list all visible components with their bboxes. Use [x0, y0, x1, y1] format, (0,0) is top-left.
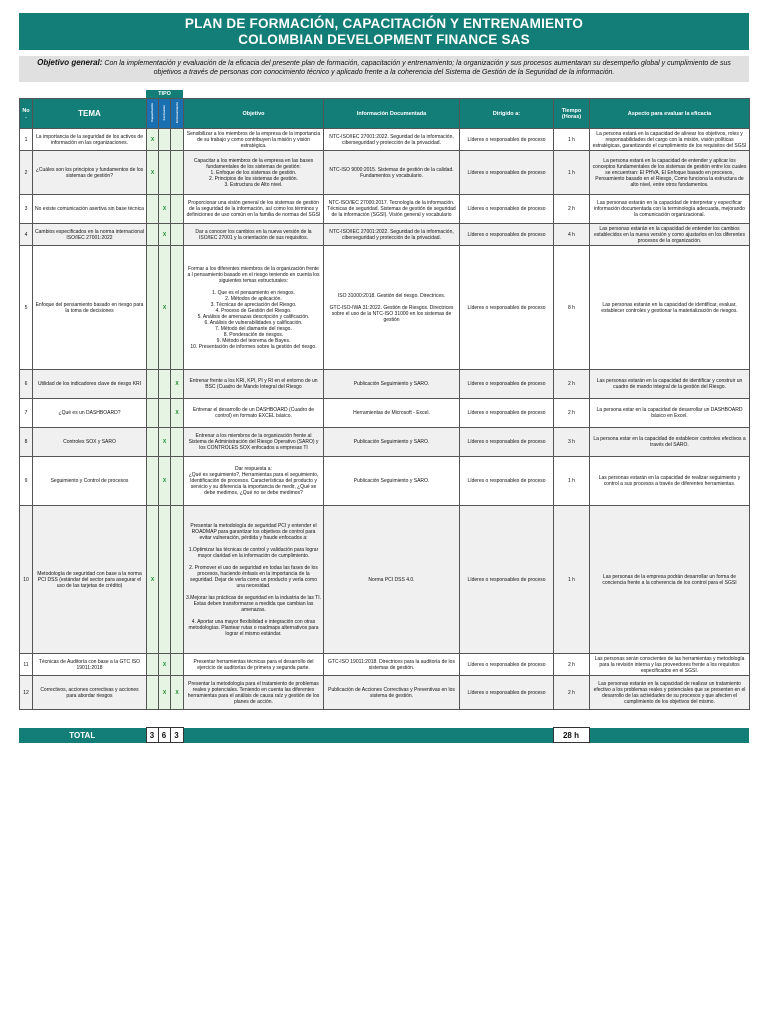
- row-number: 2: [20, 151, 33, 195]
- row-aspecto: La persona estará en la capacidad de alinear los objetivos, roles y responsabilidades del cargo con la misión, visión políticas estratégicas, garantizando el cumplimiento de los requisitos del SGSI: [590, 129, 750, 151]
- row-tipo-formacion: X: [159, 654, 171, 676]
- row-tipo-capacitacion: [147, 195, 159, 224]
- row-tipo-capacitacion: [147, 457, 159, 506]
- row-dirigido: Líderes o responsables de proceso: [460, 224, 554, 246]
- header-dirigido: Dirigido a:: [460, 99, 554, 129]
- row-dirigido: Líderes o responsables de proceso: [460, 428, 554, 457]
- row-tema: Controles SOX y SARO: [33, 428, 147, 457]
- objective-text: Con la implementación y evaluación de la eficacia del presente plan de formación, capacitación y entrenamiento; la organización y sus procesos aumentaran su desempeño global y cumplimiento de sus objetivos a través de personas con conocimiento técnico y aplicado frente a la coherencia del Sistema de Gestión de la Seguridad de la información.: [104, 60, 731, 76]
- header-aspecto: Aspecto para evaluar la eficacia: [590, 99, 750, 129]
- row-tema: Utilidad de los indicadores clave de riesgo KRI: [33, 370, 147, 399]
- row-objetivo: Sensibilizar a los miembros de la empresa de la importancia de su trabajo y como contribuyen la misión y visión estratégica.: [184, 129, 324, 151]
- row-objetivo: Formar a los diferentes miembros de la organización frente a l pensamiento basado en el riesgo teniendo en cuenta los siguientes temas estructurales: 1. Que es el pensamiento en riesgos. 2. Métodos de aplicación. 3. Técnicas de apreciación del Riesgo. 4. Proceso de Gestión del Riesgo. 5. Análisis de amenazas descripción y calificación. 6. Análisis de vulnerabilidades y calificación. 7. Método del diamante del riesgo. 8. Ponderación de riesgos. 9. Método del teorema de Bayes. 10. Presentación de informes sobre la gestión del riesgo.: [184, 246, 324, 370]
- table-row: [20, 195, 750, 224]
- table-row: [20, 506, 750, 654]
- row-tema: ¿Cuáles son los principios y fundamentos de los sistemas de gestión?: [33, 151, 147, 195]
- row-aspecto: La persona estar en la capacidad de establecer controles efectivos a través del SARO.: [590, 428, 750, 457]
- header-tiempo: Tiempo (Horas): [554, 99, 590, 129]
- row-tipo-formacion: [159, 370, 171, 399]
- total-hours: 28 h: [553, 728, 589, 743]
- row-tema: No existe comunicación asertiva sin base técnica: [33, 195, 147, 224]
- total-entrenamiento: 3: [170, 728, 183, 743]
- row-aspecto: La persona estará en la capacidad de entender y aplicar los conceptos fundamentales de los sistemas de gestión entre los cuales se encuentran: El PHVA, El Enfoque basado en procesos, Pensamiento basado en el Riesgo, Como funciona la estructura de alto nivel, entre otros fundamentos.: [590, 151, 750, 195]
- row-tipo-entrenamiento: [171, 129, 184, 151]
- row-tiempo: 2 h: [554, 676, 590, 710]
- row-objetivo: Dar respuesta a: ¿Qué es seguimiento?, Herramientas para el seguimiento, Identificación de procesos. Características del producto y servicio y su diferencia la importancia de medir, ¿Qué se debe medimos, ¿Qué no se debe medimos?: [184, 457, 324, 506]
- row-tipo-entrenamiento: X: [171, 676, 184, 710]
- row-tiempo: 2 h: [554, 654, 590, 676]
- row-tiempo: 3 h: [554, 428, 590, 457]
- row-aspecto: Las personas serán conscientes de las herramientas y metodología para la revisión interna y las proveedores frente a los requisitos especificados en el SGSI.: [590, 654, 750, 676]
- total-formacion: 6: [158, 728, 170, 743]
- row-tipo-entrenamiento: [171, 506, 184, 654]
- row-tipo-formacion: [159, 129, 171, 151]
- row-informacion: Norma PCI DSS 4.0.: [324, 506, 460, 654]
- row-tipo-capacitacion: [147, 246, 159, 370]
- row-tipo-entrenamiento: [171, 246, 184, 370]
- row-tiempo: 2 h: [554, 195, 590, 224]
- tipo-header: TIPO: [146, 90, 183, 99]
- row-tipo-entrenamiento: [171, 195, 184, 224]
- training-plan-table: [19, 98, 750, 710]
- row-aspecto: La persona estar en la capacidad de desarrollar un DASHBOARD básico en Excel.: [590, 399, 750, 428]
- row-tipo-capacitacion: X: [147, 129, 159, 151]
- row-tema: La importancia de la seguridad de los activos de información en las organizaciones.: [33, 129, 147, 151]
- total-label: TOTAL: [19, 728, 146, 743]
- general-objective: [19, 56, 749, 82]
- row-tipo-formacion: X: [159, 676, 171, 710]
- row-dirigido: Líderes o responsables de proceso: [460, 654, 554, 676]
- row-informacion: Publicación de Acciones Correctivas y Preventivas en los sistema de gestión.: [324, 676, 460, 710]
- row-tipo-formacion: [159, 151, 171, 195]
- row-tipo-entrenamiento: [171, 654, 184, 676]
- row-tiempo: 1 h: [554, 457, 590, 506]
- header-objetivo: Objetivo: [184, 99, 324, 129]
- row-dirigido: Líderes o responsables de proceso: [460, 195, 554, 224]
- row-number: 11: [20, 654, 33, 676]
- row-tiempo: 1 h: [554, 151, 590, 195]
- total-capacitacion: 3: [146, 728, 158, 743]
- row-tema: Enfoque del pensamiento basado en riesgo para la toma de decisiones: [33, 246, 147, 370]
- row-objetivo: Dar a conocer los cambios en la nueva versión de la ISO/IEC 27001 y la orientación de sus requisitos.: [184, 224, 324, 246]
- row-dirigido: Líderes o responsables de proceso: [460, 151, 554, 195]
- row-number: 8: [20, 428, 33, 457]
- row-tema: Técnicas de Auditoría con base a la GTC ISO 19011:2018: [33, 654, 147, 676]
- table-row: [20, 370, 750, 399]
- row-number: 1: [20, 129, 33, 151]
- row-aspecto: Las personas estarán en la capacidad de realizar seguimiento y control a sus procesos a través de diferentes herramientas.: [590, 457, 750, 506]
- total-spacer-end: [589, 728, 749, 743]
- table-row: [20, 151, 750, 195]
- header-tipo-formacion: Formación: [159, 99, 171, 129]
- row-informacion: NTC-ISO/IEC 27000:2017. Tecnología de la información. Técnicas de seguridad. Sistemas de gestión de seguridad de la información (SGSI). Visión general y vocabulario: [324, 195, 460, 224]
- objective-label: Objetivo general:: [37, 58, 103, 67]
- row-aspecto: Las personas estarán en la capacidad de interpretar y especificar información documentada con la terminología adecuada, mejorando la comunicación organizacional.: [590, 195, 750, 224]
- row-dirigido: Líderes o responsables de proceso: [460, 506, 554, 654]
- row-tipo-capacitacion: [147, 370, 159, 399]
- row-informacion: Publicación Seguimiento y SARO.: [324, 457, 460, 506]
- row-tipo-capacitacion: [147, 224, 159, 246]
- row-tipo-entrenamiento: X: [171, 370, 184, 399]
- row-objetivo: Presentar herramientas técnicas para el desarrollo del ejercicio de auditorías de primera y segunda parte.: [184, 654, 324, 676]
- row-tipo-entrenamiento: [171, 457, 184, 506]
- row-tema: Correctivos, acciones correctivas y acciones para abordar riesgos: [33, 676, 147, 710]
- row-dirigido: Líderes o responsables de proceso: [460, 246, 554, 370]
- row-aspecto: Las personas estarán en la capacidad de identificar, evaluar, establecer controles y gestionar la materialización de riesgos.: [590, 246, 750, 370]
- row-dirigido: Líderes o responsables de proceso: [460, 399, 554, 428]
- row-objetivo: Entrenar frente a los KRI, KPI, PI y RI en el entorno de un BSC (Cuadro de Mando Integral del Riesgo: [184, 370, 324, 399]
- total-row: [19, 727, 749, 743]
- table-row: [20, 676, 750, 710]
- header-tipo-capacitacion: Capacitación: [147, 99, 159, 129]
- row-aspecto: Las personas estarán en la capacidad de entender los cambios establecidos en la nueva versión y como ajustarlos en los diferentes procesos de la organización.: [590, 224, 750, 246]
- row-tema: Metodología de seguridad con base a la norma PCI DSS (estándar del sector para asegurar el uso de las tarjetas de crédito): [33, 506, 147, 654]
- row-tipo-capacitacion: X: [147, 506, 159, 654]
- row-number: 5: [20, 246, 33, 370]
- header-tipo-entrenamiento: Entrenamiento: [171, 99, 184, 129]
- table-row: [20, 246, 750, 370]
- row-dirigido: Líderes o responsables de proceso: [460, 676, 554, 710]
- row-number: 7: [20, 399, 33, 428]
- row-tipo-entrenamiento: [171, 428, 184, 457]
- table-row: [20, 654, 750, 676]
- row-informacion: Herramientas de Microsoft - Excel.: [324, 399, 460, 428]
- row-informacion: NTC-ISO/IEC 27001:2022. Seguridad de la información, ciberseguridad y protección de la privacidad.: [324, 224, 460, 246]
- row-informacion: NTC-ISO 9000:2015. Sistemas de gestión de la calidad. Fundamentos y vocabulario.: [324, 151, 460, 195]
- total-spacer: [183, 728, 553, 743]
- row-tiempo: 4 h: [554, 224, 590, 246]
- row-objetivo: Capacitar a los miembros de la empresa en las bases fundamentales de los sistemas de gestión: 1. Enfoque de los sistemas de gestión. 2. Principios de los sistemas de gestión. 3. Estructura de Alto nivel.: [184, 151, 324, 195]
- row-informacion: ISO 31000:2018. Gestión del riesgo. Directrices. GTC-ISO-IWA 31:2022. Gestión de Riesgos. Directrices sobre el uso de la NTC-ISO 31000 en los sistemas de gestión: [324, 246, 460, 370]
- row-tiempo: 1 h: [554, 506, 590, 654]
- row-informacion: Publicación Seguimiento y SARO.: [324, 428, 460, 457]
- document-title-bar: [19, 13, 749, 50]
- table-row: [20, 224, 750, 246]
- row-objetivo: Presentar la metodología de seguridad PCI y entender el ROADMAP para garantizar los objetivos de control para evitar vulneración, pérdida y fraude enfocados a: 1.Optimizar las técnicas de control y validación para lograr mayor claridad en la información de cumplimiento. 2. Promover el uso de seguridad en todas las fases de los procesos, haciendo énfasis en la importancia de la seguridad. Dejar de verla como un producto y verla como una necesidad. 3.Mejorar las prácticas de seguridad en la industria de las TI. Estas deben transformarse a medida que cambian las amenazas. 4. Aportar una mayor flexibilidad e integración con otras metodologías. Plantear rutas o roadmaps alternativos para lograr el mismo estándar.: [184, 506, 324, 654]
- table-header-row: [20, 99, 750, 129]
- table-row: [20, 457, 750, 506]
- row-number: 10: [20, 506, 33, 654]
- row-tipo-capacitacion: [147, 654, 159, 676]
- row-tipo-formacion: [159, 506, 171, 654]
- header-no: No.: [20, 99, 33, 129]
- row-tipo-entrenamiento: [171, 151, 184, 195]
- row-tiempo: 1 h: [554, 129, 590, 151]
- row-tipo-formacion: X: [159, 457, 171, 506]
- row-informacion: NTC-ISO/IEC 27001:2022. Seguridad de la información, ciberseguridad y protección de la privacidad.: [324, 129, 460, 151]
- row-tiempo: 8 h: [554, 246, 590, 370]
- row-objetivo: Entrenar el desarrollo de un DASHBOARD (Cuadro de control) en formato EXCEL básico.: [184, 399, 324, 428]
- row-number: 6: [20, 370, 33, 399]
- row-tipo-capacitacion: [147, 428, 159, 457]
- row-objetivo: Proporcionar una visión general de los sistemas de gestión de la seguridad de la información, así como los términos y definiciones de uso común en la familia de normas del SGSI: [184, 195, 324, 224]
- row-tipo-formacion: X: [159, 224, 171, 246]
- row-number: 12: [20, 676, 33, 710]
- row-tema: Seguimiento y Control de procesos: [33, 457, 147, 506]
- row-tema: ¿Qué es un DASHBOARD?: [33, 399, 147, 428]
- row-tipo-capacitacion: X: [147, 151, 159, 195]
- row-informacion: GTC-ISO 19011:2018. Directrices para la auditoría de los sistemas de gestión.: [324, 654, 460, 676]
- row-tema: Cambios especificados en la norma internacional ISO/IEC 27001:2022: [33, 224, 147, 246]
- row-tipo-entrenamiento: X: [171, 399, 184, 428]
- row-objetivo: Entrenar a los miembros de la organización frente al Sistema de Administración del Riesgo Operativo (SARO) y los CONTROLES SOX enfocados a empresas TI: [184, 428, 324, 457]
- row-tipo-capacitacion: [147, 399, 159, 428]
- row-number: 9: [20, 457, 33, 506]
- row-tipo-formacion: X: [159, 195, 171, 224]
- table-row: [20, 399, 750, 428]
- row-aspecto: Las personas estarán en la capacidad de identificar y construir un cuadro de mando integral de la gestión del Riesgo.: [590, 370, 750, 399]
- header-tema: TEMA: [33, 99, 147, 129]
- row-tiempo: 2 h: [554, 399, 590, 428]
- company-name: COLOMBIAN DEVELOPMENT FINANCE SAS: [238, 32, 530, 47]
- row-objetivo: Presentar la metodología para el tratamiento de problemas reales y potenciales. Teniendo en cuenta las diferentes herramientas para el análisis de causa raíz y gestión de los planes de acción.: [184, 676, 324, 710]
- row-tipo-capacitacion: [147, 676, 159, 710]
- row-tipo-formacion: X: [159, 246, 171, 370]
- row-tipo-entrenamiento: [171, 224, 184, 246]
- document-title: PLAN DE FORMACIÓN, CAPACITACIÓN Y ENTRENAMIENTO: [184, 16, 584, 31]
- row-number: 4: [20, 224, 33, 246]
- row-dirigido: Líderes o responsables de proceso: [460, 457, 554, 506]
- row-tipo-formacion: [159, 399, 171, 428]
- table-row: [20, 428, 750, 457]
- row-dirigido: Líderes o responsables de proceso: [460, 370, 554, 399]
- row-number: 3: [20, 195, 33, 224]
- table-row: [20, 129, 750, 151]
- row-aspecto: Las personas estarán en la capacidad de realizar un tratamiento efectivo a los problemas reales y potenciales que se presenten en el desarrollo de las actividades de su procesos y que afecten el cumplimiento de los objetivos del mismo.: [590, 676, 750, 710]
- header-informacion: Información Documentada: [324, 99, 460, 129]
- row-tiempo: 2 h: [554, 370, 590, 399]
- row-dirigido: Líderes o responsables de proceso: [460, 129, 554, 151]
- row-aspecto: Las personas de la empresa podrán desarrollar un forma de conciencia frente a la coherencia de los control para el SGSI: [590, 506, 750, 654]
- row-informacion: Publicación Seguimiento y SARO.: [324, 370, 460, 399]
- row-tipo-formacion: X: [159, 428, 171, 457]
